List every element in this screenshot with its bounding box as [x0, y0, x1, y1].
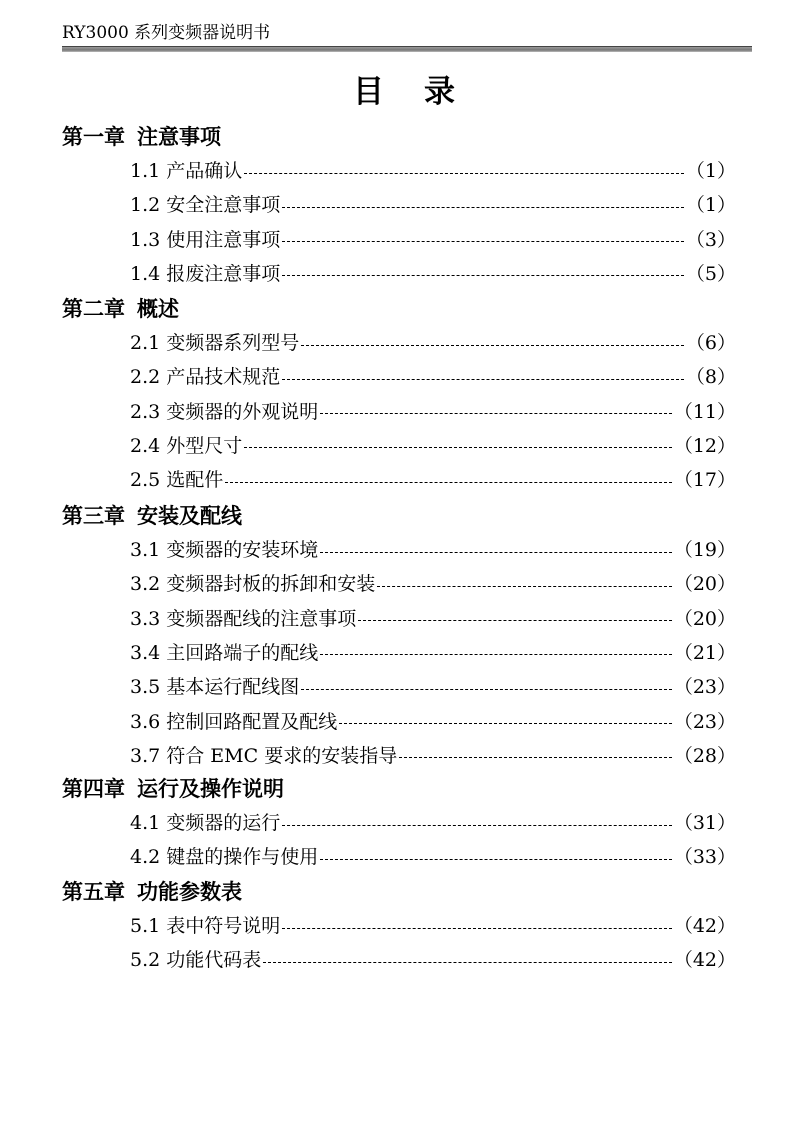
- toc-entry-page: （23）: [673, 710, 736, 733]
- toc-entry-page: （21）: [673, 641, 736, 664]
- toc-entry-page: （20）: [673, 573, 736, 596]
- dot-leader: [399, 757, 672, 758]
- toc-entry-page: （42）: [673, 915, 736, 937]
- dot-leader: [377, 586, 672, 587]
- dot-leader: [282, 379, 684, 380]
- toc-entry-page: （17）: [673, 469, 736, 492]
- chapter-number: 第四章: [62, 777, 125, 801]
- dot-leader: [320, 859, 672, 860]
- toc-title-left: 目: [353, 74, 386, 110]
- toc-entry-page: （19）: [673, 539, 736, 561]
- toc-entry-label: 2.3 变频器的外观说明: [130, 400, 319, 423]
- toc-entry[interactable]: [130, 364, 736, 390]
- header-rule: [62, 46, 752, 52]
- chapter-name: 安装及配线: [137, 504, 242, 528]
- toc-entry-page: （20）: [673, 607, 736, 630]
- toc-entry-page: （42）: [673, 949, 736, 972]
- dot-leader: [282, 928, 672, 929]
- chapter-name: 注意事项: [137, 125, 221, 149]
- dot-leader: [263, 962, 672, 963]
- toc-entry-label: 5.2 功能代码表: [130, 949, 262, 972]
- toc-entry-page: （31）: [673, 812, 736, 834]
- chapter-heading: [62, 879, 242, 905]
- toc-entry[interactable]: [130, 537, 736, 563]
- chapter-number: 第一章: [62, 125, 125, 149]
- chapter-number: 第五章: [62, 880, 125, 904]
- toc-title: [0, 66, 810, 111]
- chapter-heading: [62, 296, 179, 322]
- toc-entry[interactable]: [130, 743, 736, 769]
- chapter-number: 第二章: [62, 297, 125, 321]
- toc-entry[interactable]: [130, 947, 736, 973]
- toc-entry[interactable]: [130, 709, 736, 735]
- chapter-heading: [62, 503, 242, 529]
- toc-entry[interactable]: [130, 913, 736, 939]
- toc-entry-label: 2.5 选配件: [130, 469, 224, 492]
- toc-entry-page: （1）: [685, 160, 736, 182]
- toc-entry-label: 2.4 外型尺寸: [130, 434, 243, 457]
- chapter-name: 概述: [137, 297, 179, 321]
- dot-leader: [282, 275, 684, 276]
- toc-entry-label: 3.2 变频器封板的拆卸和安装: [130, 573, 376, 596]
- toc-entry-page: （1）: [685, 194, 736, 217]
- toc-entry-label: 1.2 安全注意事项: [130, 194, 281, 217]
- toc-entry-label: 1.1 产品确认: [130, 160, 243, 182]
- dot-leader: [244, 447, 672, 448]
- dot-leader: [339, 723, 672, 724]
- toc-entry-label: 3.5 基本运行配线图: [130, 676, 300, 699]
- toc-entry-page: （5）: [685, 262, 736, 285]
- toc-entry-label: 1.3 使用注意事项: [130, 228, 281, 251]
- toc-entry[interactable]: [130, 640, 736, 666]
- toc-entry[interactable]: [130, 606, 736, 632]
- dot-leader: [320, 552, 672, 553]
- toc-entry-page: （12）: [673, 434, 736, 457]
- toc-entry-label: 4.1 变频器的运行: [130, 812, 281, 834]
- chapter-name: 运行及操作说明: [137, 777, 284, 801]
- toc-entry-label: 3.6 控制回路配置及配线: [130, 710, 338, 733]
- toc-entry[interactable]: [130, 571, 736, 597]
- dot-leader: [301, 345, 684, 346]
- dot-leader: [358, 620, 672, 621]
- toc-entry[interactable]: [130, 227, 736, 253]
- toc-title-right: 录: [424, 74, 457, 110]
- toc-entry-label: 4.2 键盘的操作与使用: [130, 846, 319, 869]
- dot-leader: [282, 241, 684, 242]
- toc-entry[interactable]: [130, 810, 736, 836]
- toc-entry[interactable]: [130, 330, 736, 356]
- toc-entry-label: 5.1 表中符号说明: [130, 915, 281, 937]
- dot-leader: [244, 173, 684, 174]
- toc-entry[interactable]: [130, 399, 736, 425]
- toc-entry-page: （6）: [685, 332, 736, 354]
- toc-entry[interactable]: [130, 467, 736, 493]
- header-title: RY3000 系列变频器说明书: [62, 23, 271, 43]
- dot-leader: [225, 482, 672, 483]
- chapter-heading: [62, 776, 284, 802]
- toc-entry[interactable]: [130, 844, 736, 870]
- toc-entry[interactable]: [130, 674, 736, 700]
- toc-entry[interactable]: [130, 158, 736, 184]
- toc-entry-label: 3.4 主回路端子的配线: [130, 641, 319, 664]
- toc-entry[interactable]: [130, 261, 736, 287]
- dot-leader: [301, 689, 672, 690]
- toc-entry-label: 2.2 产品技术规范: [130, 366, 281, 389]
- toc-entry-label: 2.1 变频器系列型号: [130, 332, 300, 354]
- toc-entry-page: （8）: [685, 366, 736, 389]
- toc-entry-label: 3.7 符合 EMC 要求的安装指导: [130, 744, 398, 767]
- toc-entry-page: （23）: [673, 676, 736, 699]
- dot-leader: [320, 413, 672, 414]
- toc-entry[interactable]: [130, 433, 736, 459]
- toc-entry-page: （33）: [673, 846, 736, 869]
- dot-leader: [282, 825, 672, 826]
- chapter-name: 功能参数表: [137, 880, 242, 904]
- toc-entry-label: 3.1 变频器的安装环境: [130, 539, 319, 561]
- page-header: [62, 22, 752, 44]
- toc-entry-page: （28）: [673, 744, 736, 767]
- toc-entry-label: 3.3 变频器配线的注意事项: [130, 607, 357, 630]
- toc-entry-page: （11）: [673, 400, 736, 423]
- chapter-heading: [62, 124, 221, 150]
- dot-leader: [282, 207, 684, 208]
- chapter-number: 第三章: [62, 504, 125, 528]
- dot-leader: [320, 654, 672, 655]
- toc-entry-label: 1.4 报废注意事项: [130, 262, 281, 285]
- toc-entry-page: （3）: [685, 228, 736, 251]
- toc-entry[interactable]: [130, 192, 736, 218]
